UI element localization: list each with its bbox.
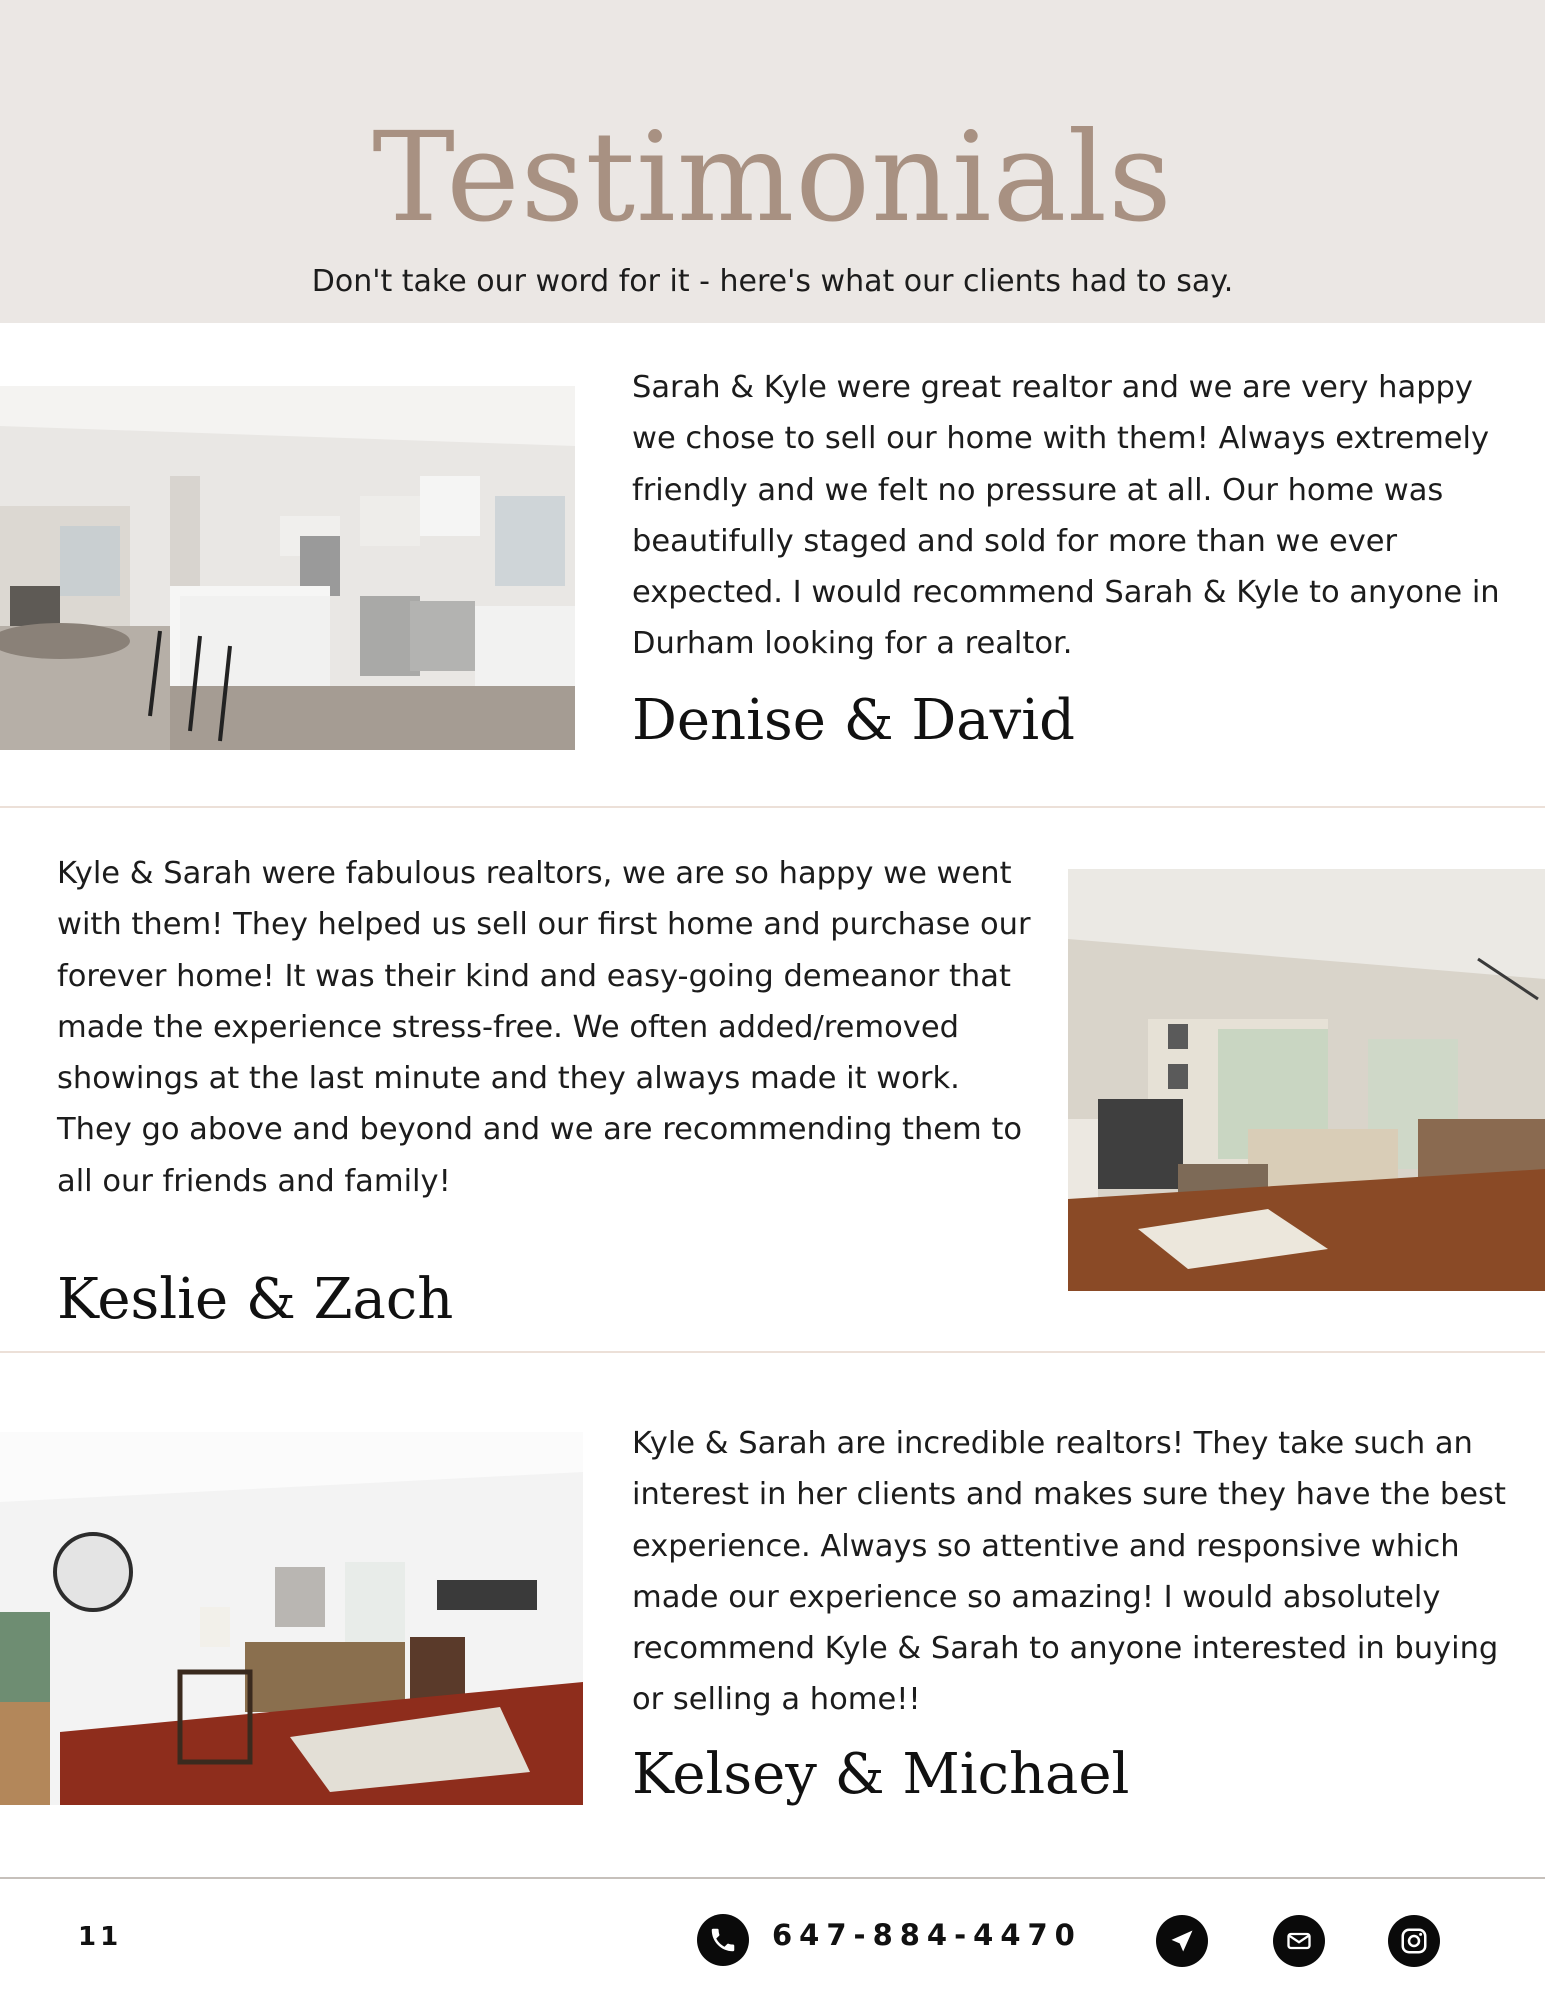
living-room-photo bbox=[1068, 869, 1545, 1291]
footer-divider bbox=[0, 1877, 1545, 1879]
phone-icon[interactable] bbox=[697, 1914, 749, 1966]
testimonial-quote: Sarah & Kyle were great realtor and we are very happy we chose to sell our home with them! Always extremely friendly and we felt no pressure at all. Our home was beautifully staged and sold for more than we ever expected. I would recommend Sarah & Kyle to anyone in Durham looking for a realtor. bbox=[632, 370, 1500, 662]
testimonial-quote: Kyle & Sarah are incredible realtors! They take such an interest in her clients and makes sure they have the best experience. Always so attentive and responsive which made our experience so amazing! I would absolutely recommend Kyle & Sarah to anyone interested in buying or selling a home!! bbox=[632, 1426, 1506, 1718]
page-number: 11 bbox=[78, 1922, 123, 1952]
page-title: Testimonials bbox=[372, 106, 1173, 250]
phone-number[interactable]: 647-884-4470 bbox=[772, 1918, 1082, 1952]
testimonial-quote: Kyle & Sarah were fabulous realtors, we are so happy we went with them! They helped us sell our first home and purchase our forever home! It was their kind and easy-going demeanor that made the experience stress-free. We often added/removed showings at the last minute and they always made it work. They go above and beyond and we are recommending them to all our friends and family! bbox=[57, 856, 1031, 1199]
testimonial-author: Keslie & Zach bbox=[57, 1267, 454, 1332]
page-subtitle: Don't take our word for it - here's what our clients had to say. bbox=[311, 264, 1234, 299]
testimonial-author: Kelsey & Michael bbox=[632, 1742, 1130, 1807]
family-room-photo bbox=[0, 1432, 583, 1805]
kitchen-photo bbox=[0, 386, 575, 750]
section-divider bbox=[0, 806, 1545, 808]
mail-icon[interactable] bbox=[1273, 1915, 1325, 1967]
instagram-icon[interactable] bbox=[1388, 1915, 1440, 1967]
section-divider bbox=[0, 1351, 1545, 1353]
testimonial-author: Denise & David bbox=[632, 688, 1076, 753]
send-icon[interactable] bbox=[1156, 1915, 1208, 1967]
